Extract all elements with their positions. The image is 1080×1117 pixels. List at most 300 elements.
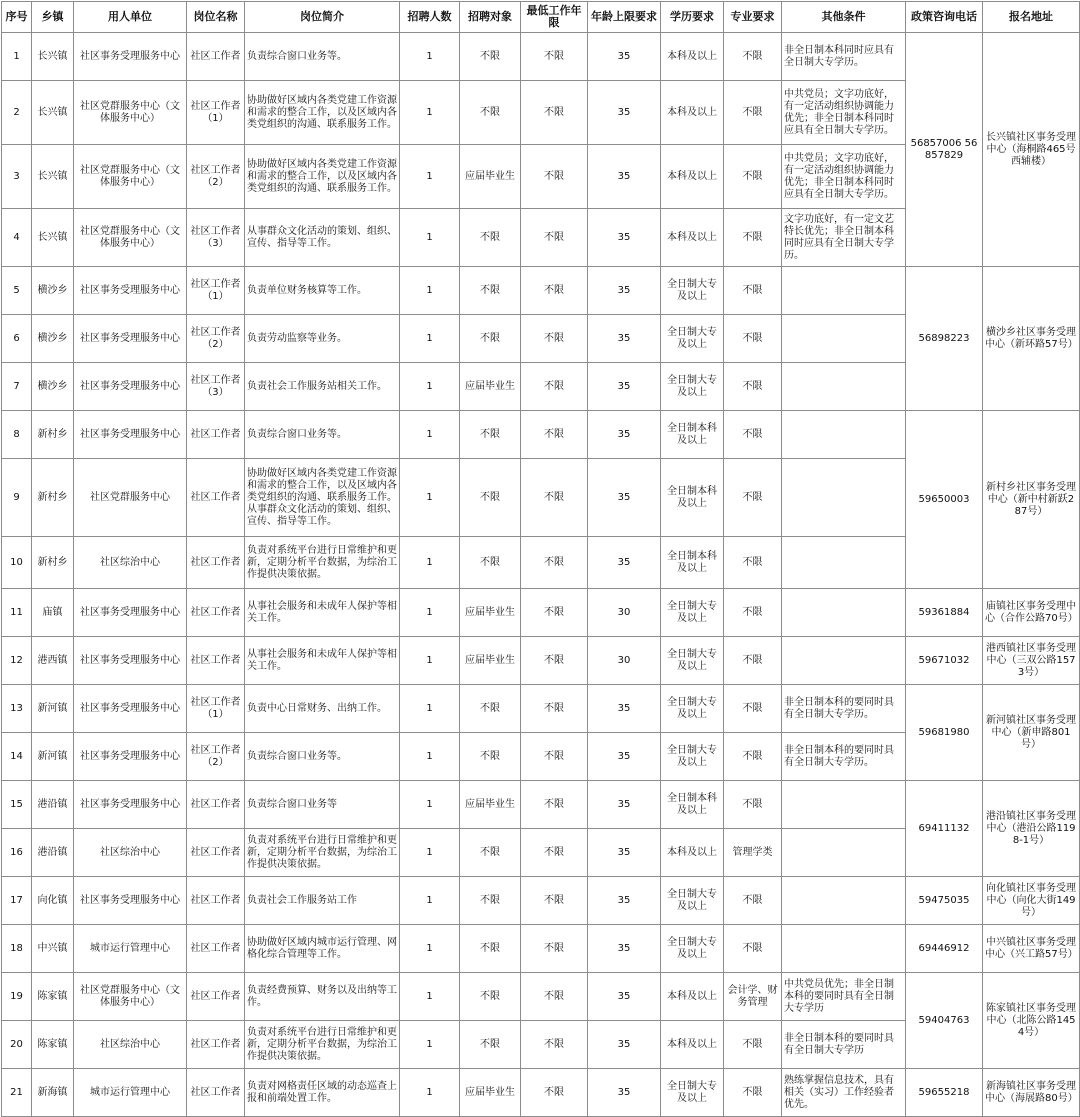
target-cell: 不限 bbox=[460, 685, 521, 733]
employer-cell: 社区党群服务中心（文体服务中心） bbox=[74, 81, 187, 145]
phone-cell: 56898223 bbox=[906, 267, 983, 411]
header-cell: 政策咨询电话 bbox=[906, 2, 983, 33]
post-name-cell: 社区工作者（1） bbox=[187, 81, 245, 145]
phone-cell: 59650003 bbox=[906, 411, 983, 589]
row-number-cell: 3 bbox=[2, 145, 32, 209]
employer-cell: 社区事务受理服务中心 bbox=[74, 637, 187, 685]
target-cell: 不限 bbox=[460, 411, 521, 459]
town-cell: 新村乡 bbox=[32, 537, 74, 589]
other-conditions-cell: 非全日制本科同时应具有全日制大专学历。 bbox=[782, 33, 906, 81]
headcount-cell: 1 bbox=[400, 459, 460, 537]
age-limit-cell: 35 bbox=[588, 537, 661, 589]
major-cell: 会计学、财务管理 bbox=[724, 973, 782, 1021]
education-cell: 全日制本科及以上 bbox=[661, 537, 724, 589]
header-cell: 招聘对象 bbox=[460, 2, 521, 33]
header-cell: 学历要求 bbox=[661, 2, 724, 33]
target-cell: 不限 bbox=[460, 81, 521, 145]
target-cell: 不限 bbox=[460, 973, 521, 1021]
min-years-cell: 不限 bbox=[521, 973, 588, 1021]
education-cell: 全日制大专及以上 bbox=[661, 733, 724, 781]
education-cell: 全日制大专及以上 bbox=[661, 685, 724, 733]
address-cell: 中兴镇社区事务受理中心（兴工路57号） bbox=[983, 925, 1080, 973]
header-row bbox=[2, 2, 1080, 33]
post-description-cell: 协助做好区域内各类党建工作资源和需求的整合工作，以及区域内各类党组织的沟通、联系服务工作。从事群众文化活动的策划、组织、宣传、指导等工作。 bbox=[245, 459, 400, 537]
post-description-cell: 负责综合窗口业务等。 bbox=[245, 33, 400, 81]
min-years-cell: 不限 bbox=[521, 209, 588, 267]
headcount-cell: 1 bbox=[400, 1021, 460, 1069]
employer-cell: 社区综治中心 bbox=[74, 537, 187, 589]
header-cell: 最低工作年限 bbox=[521, 2, 588, 33]
major-cell: 管理学类 bbox=[724, 829, 782, 877]
header-cell: 报名地址 bbox=[983, 2, 1080, 33]
town-cell: 向化镇 bbox=[32, 877, 74, 925]
other-conditions-cell bbox=[782, 411, 906, 459]
row-number-cell: 13 bbox=[2, 685, 32, 733]
other-conditions-cell bbox=[782, 829, 906, 877]
education-cell: 本科及以上 bbox=[661, 81, 724, 145]
post-name-cell: 社区工作者（1） bbox=[187, 685, 245, 733]
town-cell: 横沙乡 bbox=[32, 315, 74, 363]
phone-cell: 59671032 bbox=[906, 637, 983, 685]
education-cell: 本科及以上 bbox=[661, 829, 724, 877]
major-cell: 不限 bbox=[724, 33, 782, 81]
post-description-cell: 负责经费预算、财务以及出纳等工作。 bbox=[245, 973, 400, 1021]
headcount-cell: 1 bbox=[400, 411, 460, 459]
row-number-cell: 17 bbox=[2, 877, 32, 925]
table-row bbox=[2, 877, 1080, 925]
target-cell: 不限 bbox=[460, 209, 521, 267]
other-conditions-cell: 文字功底好，有一定文艺特长优先；非全日制本科同时应具有全日制大专学历。 bbox=[782, 209, 906, 267]
major-cell: 不限 bbox=[724, 589, 782, 637]
employer-cell: 社区事务受理服务中心 bbox=[74, 33, 187, 81]
address-cell: 横沙乡社区事务受理中心（新环路57号） bbox=[983, 267, 1080, 411]
row-number-cell: 8 bbox=[2, 411, 32, 459]
address-cell: 陈家镇社区事务受理中心（北陈公路1454号） bbox=[983, 973, 1080, 1069]
headcount-cell: 1 bbox=[400, 315, 460, 363]
age-limit-cell: 30 bbox=[588, 589, 661, 637]
target-cell: 应届毕业生 bbox=[460, 781, 521, 829]
employer-cell: 社区党群服务中心（文体服务中心） bbox=[74, 973, 187, 1021]
post-description-cell: 负责综合窗口业务等 bbox=[245, 781, 400, 829]
header-cell: 岗位简介 bbox=[245, 2, 400, 33]
phone-cell: 59404763 bbox=[906, 973, 983, 1069]
other-conditions-cell: 非全日制本科的要同时具有全日制大专学历。 bbox=[782, 733, 906, 781]
post-name-cell: 社区工作者 bbox=[187, 589, 245, 637]
target-cell: 不限 bbox=[460, 33, 521, 81]
header-cell: 招聘人数 bbox=[400, 2, 460, 33]
post-name-cell: 社区工作者 bbox=[187, 459, 245, 537]
post-description-cell: 负责综合窗口业务等。 bbox=[245, 733, 400, 781]
post-description-cell: 负责社会工作服务站工作 bbox=[245, 877, 400, 925]
major-cell: 不限 bbox=[724, 537, 782, 589]
post-name-cell: 社区工作者 bbox=[187, 33, 245, 81]
address-cell: 港沿镇社区事务受理中心（港沿公路1198-1号） bbox=[983, 781, 1080, 877]
post-description-cell: 负责对网格责任区域的动态巡查上报和前端处置工作。 bbox=[245, 1069, 400, 1117]
post-description-cell: 负责综合窗口业务等。 bbox=[245, 411, 400, 459]
town-cell: 港沿镇 bbox=[32, 781, 74, 829]
age-limit-cell: 35 bbox=[588, 685, 661, 733]
min-years-cell: 不限 bbox=[521, 781, 588, 829]
major-cell: 不限 bbox=[724, 363, 782, 411]
headcount-cell: 1 bbox=[400, 877, 460, 925]
headcount-cell: 1 bbox=[400, 81, 460, 145]
table-row bbox=[2, 685, 1080, 733]
post-name-cell: 社区工作者 bbox=[187, 1069, 245, 1117]
min-years-cell: 不限 bbox=[521, 267, 588, 315]
post-name-cell: 社区工作者（2） bbox=[187, 315, 245, 363]
other-conditions-cell: 中共党员；文字功底好，有一定活动组织协调能力优先；非全日制本科同时应具有全日制大专学历。 bbox=[782, 81, 906, 145]
post-name-cell: 社区工作者（3） bbox=[187, 209, 245, 267]
address-cell: 港西镇社区事务受理中心（三双公路1573号） bbox=[983, 637, 1080, 685]
major-cell: 不限 bbox=[724, 145, 782, 209]
header-cell: 其他条件 bbox=[782, 2, 906, 33]
table-row bbox=[2, 267, 1080, 315]
post-description-cell: 负责对系统平台进行日常维护和更新，定期分析平台数据，为综治工作提供决策依据。 bbox=[245, 829, 400, 877]
headcount-cell: 1 bbox=[400, 267, 460, 315]
address-cell: 长兴镇社区事务受理中心（海桐路465号西辅楼） bbox=[983, 33, 1080, 267]
education-cell: 全日制大专及以上 bbox=[661, 267, 724, 315]
age-limit-cell: 35 bbox=[588, 973, 661, 1021]
table-row bbox=[2, 781, 1080, 829]
target-cell: 不限 bbox=[460, 1021, 521, 1069]
post-description-cell: 负责中心日常财务、出纳工作。 bbox=[245, 685, 400, 733]
employer-cell: 社区党群服务中心（文体服务中心） bbox=[74, 209, 187, 267]
min-years-cell: 不限 bbox=[521, 81, 588, 145]
row-number-cell: 1 bbox=[2, 33, 32, 81]
post-description-cell: 负责对系统平台进行日常维护和更新，定期分析平台数据，为综治工作提供决策依据。 bbox=[245, 1021, 400, 1069]
row-number-cell: 19 bbox=[2, 973, 32, 1021]
education-cell: 全日制大专及以上 bbox=[661, 589, 724, 637]
row-number-cell: 7 bbox=[2, 363, 32, 411]
education-cell: 全日制本科及以上 bbox=[661, 781, 724, 829]
education-cell: 本科及以上 bbox=[661, 209, 724, 267]
headcount-cell: 1 bbox=[400, 363, 460, 411]
row-number-cell: 21 bbox=[2, 1069, 32, 1117]
min-years-cell: 不限 bbox=[521, 1069, 588, 1117]
min-years-cell: 不限 bbox=[521, 829, 588, 877]
post-name-cell: 社区工作者 bbox=[187, 877, 245, 925]
post-name-cell: 社区工作者（1） bbox=[187, 267, 245, 315]
post-name-cell: 社区工作者 bbox=[187, 781, 245, 829]
employer-cell: 社区事务受理服务中心 bbox=[74, 685, 187, 733]
target-cell: 应届毕业生 bbox=[460, 637, 521, 685]
employer-cell: 社区事务受理服务中心 bbox=[74, 589, 187, 637]
other-conditions-cell bbox=[782, 537, 906, 589]
target-cell: 不限 bbox=[460, 925, 521, 973]
header-cell: 乡镇 bbox=[32, 2, 74, 33]
other-conditions-cell: 熟练掌握信息技术，具有相关（实习）工作经验者优先。 bbox=[782, 1069, 906, 1117]
major-cell: 不限 bbox=[724, 877, 782, 925]
age-limit-cell: 35 bbox=[588, 81, 661, 145]
post-name-cell: 社区工作者 bbox=[187, 411, 245, 459]
headcount-cell: 1 bbox=[400, 637, 460, 685]
town-cell: 新河镇 bbox=[32, 685, 74, 733]
address-cell: 向化镇社区事务受理中心（向化大街149号） bbox=[983, 877, 1080, 925]
post-name-cell: 社区工作者 bbox=[187, 1021, 245, 1069]
other-conditions-cell: 非全日制本科的要同时具有全日制大专学历。 bbox=[782, 685, 906, 733]
phone-cell: 59655218 bbox=[906, 1069, 983, 1117]
headcount-cell: 1 bbox=[400, 781, 460, 829]
post-description-cell: 负责单位财务核算等工作。 bbox=[245, 267, 400, 315]
employer-cell: 社区事务受理服务中心 bbox=[74, 781, 187, 829]
employer-cell: 社区事务受理服务中心 bbox=[74, 267, 187, 315]
address-cell: 新河镇社区事务受理中心（新申路801号） bbox=[983, 685, 1080, 781]
address-cell: 庙镇社区事务受理中心（合作公路70号） bbox=[983, 589, 1080, 637]
table-row bbox=[2, 637, 1080, 685]
target-cell: 应届毕业生 bbox=[460, 363, 521, 411]
min-years-cell: 不限 bbox=[521, 315, 588, 363]
post-name-cell: 社区工作者（2） bbox=[187, 733, 245, 781]
phone-cell: 59361884 bbox=[906, 589, 983, 637]
major-cell: 不限 bbox=[724, 733, 782, 781]
target-cell: 不限 bbox=[460, 829, 521, 877]
header-cell: 专业要求 bbox=[724, 2, 782, 33]
age-limit-cell: 35 bbox=[588, 925, 661, 973]
target-cell: 不限 bbox=[460, 267, 521, 315]
major-cell: 不限 bbox=[724, 925, 782, 973]
headcount-cell: 1 bbox=[400, 829, 460, 877]
target-cell: 应届毕业生 bbox=[460, 589, 521, 637]
header-cell: 岗位名称 bbox=[187, 2, 245, 33]
post-description-cell: 负责对系统平台进行日常维护和更新，定期分析平台数据，为综治工作提供决策依据。 bbox=[245, 537, 400, 589]
min-years-cell: 不限 bbox=[521, 877, 588, 925]
post-name-cell: 社区工作者 bbox=[187, 829, 245, 877]
row-number-cell: 11 bbox=[2, 589, 32, 637]
post-name-cell: 社区工作者（2） bbox=[187, 145, 245, 209]
town-cell: 庙镇 bbox=[32, 589, 74, 637]
age-limit-cell: 35 bbox=[588, 1069, 661, 1117]
header-cell: 年龄上限要求 bbox=[588, 2, 661, 33]
employer-cell: 社区事务受理服务中心 bbox=[74, 363, 187, 411]
post-description-cell: 从事群众文化活动的策划、组织、宣传、指导等工作。 bbox=[245, 209, 400, 267]
major-cell: 不限 bbox=[724, 81, 782, 145]
other-conditions-cell: 中共党员；文字功底好，有一定活动组织协调能力优先；非全日制本科同时应具有全日制大专学历。 bbox=[782, 145, 906, 209]
other-conditions-cell bbox=[782, 459, 906, 537]
min-years-cell: 不限 bbox=[521, 589, 588, 637]
row-number-cell: 16 bbox=[2, 829, 32, 877]
target-cell: 不限 bbox=[460, 877, 521, 925]
major-cell: 不限 bbox=[724, 267, 782, 315]
town-cell: 新河镇 bbox=[32, 733, 74, 781]
town-cell: 长兴镇 bbox=[32, 209, 74, 267]
employer-cell: 社区事务受理服务中心 bbox=[74, 733, 187, 781]
employer-cell: 城市运行管理中心 bbox=[74, 1069, 187, 1117]
education-cell: 本科及以上 bbox=[661, 33, 724, 81]
age-limit-cell: 35 bbox=[588, 877, 661, 925]
town-cell: 港西镇 bbox=[32, 637, 74, 685]
post-description-cell: 协助做好区域内各类党建工作资源和需求的整合工作，以及区域内各类党组织的沟通、联系服务工作。 bbox=[245, 81, 400, 145]
phone-cell: 56857006 56857829 bbox=[906, 33, 983, 267]
other-conditions-cell bbox=[782, 781, 906, 829]
age-limit-cell: 35 bbox=[588, 781, 661, 829]
age-limit-cell: 35 bbox=[588, 1021, 661, 1069]
age-limit-cell: 35 bbox=[588, 459, 661, 537]
phone-cell: 59681980 bbox=[906, 685, 983, 781]
recruitment-table bbox=[1, 1, 1080, 1117]
education-cell: 全日制大专及以上 bbox=[661, 877, 724, 925]
min-years-cell: 不限 bbox=[521, 733, 588, 781]
town-cell: 新海镇 bbox=[32, 1069, 74, 1117]
town-cell: 横沙乡 bbox=[32, 363, 74, 411]
headcount-cell: 1 bbox=[400, 1069, 460, 1117]
address-cell: 新村乡社区事务受理中心（新中村新跃287号） bbox=[983, 411, 1080, 589]
age-limit-cell: 30 bbox=[588, 637, 661, 685]
post-description-cell: 负责劳动监察等业务。 bbox=[245, 315, 400, 363]
age-limit-cell: 35 bbox=[588, 315, 661, 363]
headcount-cell: 1 bbox=[400, 537, 460, 589]
row-number-cell: 6 bbox=[2, 315, 32, 363]
min-years-cell: 不限 bbox=[521, 925, 588, 973]
table-row bbox=[2, 33, 1080, 81]
town-cell: 横沙乡 bbox=[32, 267, 74, 315]
major-cell: 不限 bbox=[724, 1069, 782, 1117]
other-conditions-cell bbox=[782, 315, 906, 363]
education-cell: 全日制大专及以上 bbox=[661, 315, 724, 363]
town-cell: 新村乡 bbox=[32, 459, 74, 537]
age-limit-cell: 35 bbox=[588, 267, 661, 315]
table-row bbox=[2, 589, 1080, 637]
min-years-cell: 不限 bbox=[521, 459, 588, 537]
target-cell: 应届毕业生 bbox=[460, 145, 521, 209]
table-row bbox=[2, 1069, 1080, 1117]
header-cell: 用人单位 bbox=[74, 2, 187, 33]
post-name-cell: 社区工作者 bbox=[187, 637, 245, 685]
major-cell: 不限 bbox=[724, 459, 782, 537]
town-cell: 中兴镇 bbox=[32, 925, 74, 973]
town-cell: 陈家镇 bbox=[32, 1021, 74, 1069]
post-name-cell: 社区工作者 bbox=[187, 925, 245, 973]
table-row bbox=[2, 411, 1080, 459]
post-name-cell: 社区工作者（3） bbox=[187, 363, 245, 411]
other-conditions-cell bbox=[782, 589, 906, 637]
post-name-cell: 社区工作者 bbox=[187, 973, 245, 1021]
other-conditions-cell bbox=[782, 925, 906, 973]
employer-cell: 社区事务受理服务中心 bbox=[74, 411, 187, 459]
header-cell: 序号 bbox=[2, 2, 32, 33]
row-number-cell: 4 bbox=[2, 209, 32, 267]
row-number-cell: 12 bbox=[2, 637, 32, 685]
education-cell: 本科及以上 bbox=[661, 973, 724, 1021]
phone-cell: 69411132 bbox=[906, 781, 983, 877]
major-cell: 不限 bbox=[724, 315, 782, 363]
major-cell: 不限 bbox=[724, 781, 782, 829]
employer-cell: 社区综治中心 bbox=[74, 1021, 187, 1069]
major-cell: 不限 bbox=[724, 1021, 782, 1069]
employer-cell: 社区党群服务中心 bbox=[74, 459, 187, 537]
headcount-cell: 1 bbox=[400, 925, 460, 973]
age-limit-cell: 35 bbox=[588, 209, 661, 267]
table-row bbox=[2, 925, 1080, 973]
headcount-cell: 1 bbox=[400, 589, 460, 637]
post-description-cell: 从事社会服务和未成年人保护等相关工作。 bbox=[245, 637, 400, 685]
education-cell: 本科及以上 bbox=[661, 145, 724, 209]
other-conditions-cell bbox=[782, 637, 906, 685]
other-conditions-cell: 中共党员优先；非全日制本科的要同时具有全日制大专学历 bbox=[782, 973, 906, 1021]
education-cell: 全日制大专及以上 bbox=[661, 1069, 724, 1117]
age-limit-cell: 35 bbox=[588, 733, 661, 781]
other-conditions-cell bbox=[782, 877, 906, 925]
age-limit-cell: 35 bbox=[588, 33, 661, 81]
phone-cell: 69446912 bbox=[906, 925, 983, 973]
education-cell: 全日制大专及以上 bbox=[661, 637, 724, 685]
table-body bbox=[2, 33, 1080, 1117]
town-cell: 长兴镇 bbox=[32, 33, 74, 81]
min-years-cell: 不限 bbox=[521, 537, 588, 589]
age-limit-cell: 35 bbox=[588, 145, 661, 209]
post-description-cell: 协助做好区域内各类党建工作资源和需求的整合工作，以及区域内各类党组织的沟通、联系服务工作。 bbox=[245, 145, 400, 209]
other-conditions-cell bbox=[782, 267, 906, 315]
target-cell: 不限 bbox=[460, 733, 521, 781]
min-years-cell: 不限 bbox=[521, 637, 588, 685]
age-limit-cell: 35 bbox=[588, 411, 661, 459]
row-number-cell: 2 bbox=[2, 81, 32, 145]
min-years-cell: 不限 bbox=[521, 33, 588, 81]
employer-cell: 社区事务受理服务中心 bbox=[74, 877, 187, 925]
min-years-cell: 不限 bbox=[521, 411, 588, 459]
major-cell: 不限 bbox=[724, 209, 782, 267]
education-cell: 全日制大专及以上 bbox=[661, 925, 724, 973]
headcount-cell: 1 bbox=[400, 145, 460, 209]
headcount-cell: 1 bbox=[400, 33, 460, 81]
row-number-cell: 9 bbox=[2, 459, 32, 537]
row-number-cell: 15 bbox=[2, 781, 32, 829]
target-cell: 应届毕业生 bbox=[460, 1069, 521, 1117]
post-name-cell: 社区工作者 bbox=[187, 537, 245, 589]
min-years-cell: 不限 bbox=[521, 363, 588, 411]
education-cell: 全日制本科及以上 bbox=[661, 411, 724, 459]
post-description-cell: 从事社会服务和未成年人保护等相关工作。 bbox=[245, 589, 400, 637]
target-cell: 不限 bbox=[460, 459, 521, 537]
age-limit-cell: 35 bbox=[588, 363, 661, 411]
min-years-cell: 不限 bbox=[521, 685, 588, 733]
post-description-cell: 负责社会工作服务站相关工作。 bbox=[245, 363, 400, 411]
employer-cell: 社区党群服务中心（文体服务中心） bbox=[74, 145, 187, 209]
phone-cell: 59475035 bbox=[906, 877, 983, 925]
education-cell: 全日制本科及以上 bbox=[661, 459, 724, 537]
post-description-cell: 协助做好区域内城市运行管理、网格化综合管理等工作。 bbox=[245, 925, 400, 973]
row-number-cell: 18 bbox=[2, 925, 32, 973]
headcount-cell: 1 bbox=[400, 209, 460, 267]
other-conditions-cell bbox=[782, 363, 906, 411]
row-number-cell: 10 bbox=[2, 537, 32, 589]
town-cell: 新村乡 bbox=[32, 411, 74, 459]
address-cell: 新海镇社区事务受理中心（海展路80号） bbox=[983, 1069, 1080, 1117]
min-years-cell: 不限 bbox=[521, 145, 588, 209]
education-cell: 本科及以上 bbox=[661, 1021, 724, 1069]
headcount-cell: 1 bbox=[400, 973, 460, 1021]
employer-cell: 社区综治中心 bbox=[74, 829, 187, 877]
town-cell: 港沿镇 bbox=[32, 829, 74, 877]
headcount-cell: 1 bbox=[400, 685, 460, 733]
min-years-cell: 不限 bbox=[521, 1021, 588, 1069]
town-cell: 长兴镇 bbox=[32, 81, 74, 145]
employer-cell: 城市运行管理中心 bbox=[74, 925, 187, 973]
other-conditions-cell: 非全日制本科的要同时具有全日制大专学历 bbox=[782, 1021, 906, 1069]
major-cell: 不限 bbox=[724, 411, 782, 459]
town-cell: 长兴镇 bbox=[32, 145, 74, 209]
row-number-cell: 5 bbox=[2, 267, 32, 315]
major-cell: 不限 bbox=[724, 685, 782, 733]
education-cell: 全日制大专及以上 bbox=[661, 363, 724, 411]
row-number-cell: 14 bbox=[2, 733, 32, 781]
row-number-cell: 20 bbox=[2, 1021, 32, 1069]
major-cell: 不限 bbox=[724, 637, 782, 685]
headcount-cell: 1 bbox=[400, 733, 460, 781]
target-cell: 不限 bbox=[460, 315, 521, 363]
target-cell: 不限 bbox=[460, 537, 521, 589]
age-limit-cell: 35 bbox=[588, 829, 661, 877]
employer-cell: 社区事务受理服务中心 bbox=[74, 315, 187, 363]
